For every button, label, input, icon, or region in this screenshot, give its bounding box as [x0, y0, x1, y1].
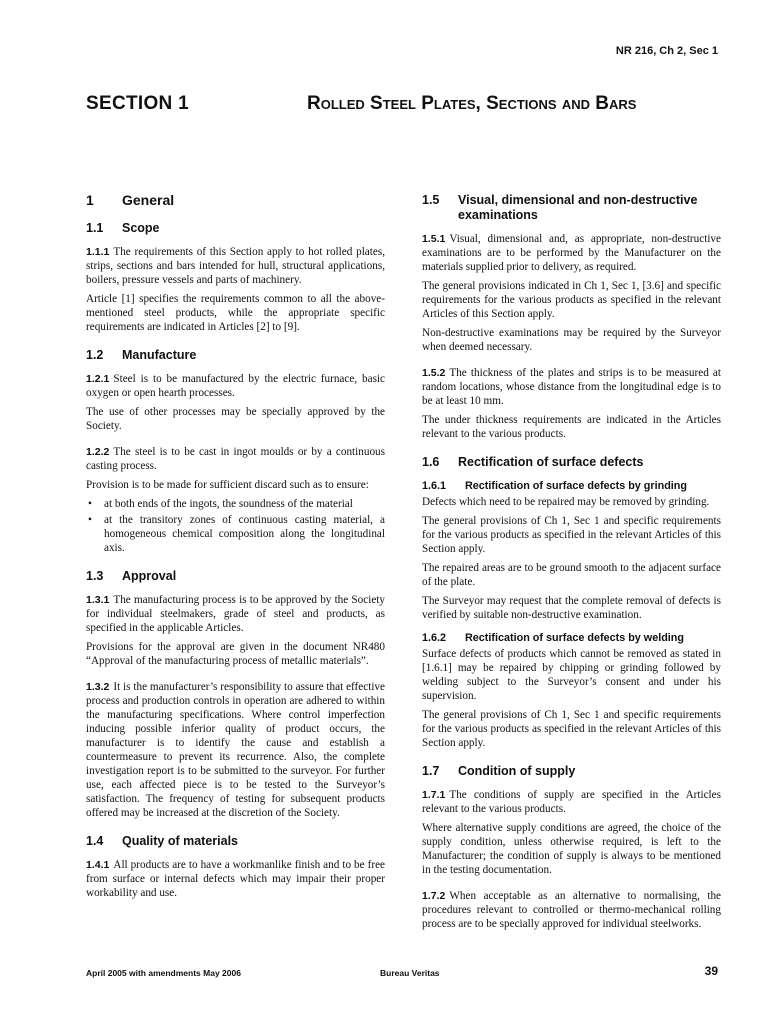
- paragraph: Surface defects of products which cannot be removed as stated in [1.6.1] may be repaired by chipping or grinding followed by welding subject to the Surveyor’s consent and under his supervision.: [422, 648, 721, 702]
- heading-title: Condition of supply: [458, 764, 576, 778]
- paragraph-text: All products are to have a workmanlike finish and to be free from surface or internal defects which may impair their proper workability and use.: [86, 859, 385, 899]
- heading-title: Rectification of surface defects by grinding: [465, 480, 687, 492]
- subheading-1-6-2: [422, 631, 721, 645]
- paragraph-number: 1.1.1: [86, 246, 110, 258]
- heading-title: Manufacture: [122, 348, 197, 362]
- paragraph-number: 1.7.2: [422, 890, 446, 902]
- paragraph: Where alternative supply conditions are agreed, the choice of the supply condition, unless otherwise required, is left to the Manufacturer; the condition of supply is always to be mentioned in the testing documentation.: [422, 822, 721, 876]
- paragraph: Provisions for the approval are given in the document NR480 “Approval of the manufacturing process of metallic materials”.: [86, 641, 385, 667]
- paragraph-text: Steel is to be manufactured by the electric furnace, basic oxygen or open hearth processes.: [86, 373, 385, 399]
- paragraph-number: 1.2.1: [86, 373, 110, 385]
- heading-number: 1.5: [422, 193, 440, 207]
- paragraph-1-2-1: [86, 372, 385, 400]
- section-heading-1-7: [422, 764, 721, 779]
- paragraph-text: The requirements of this Section apply to hot rolled plates, strips, sections and bars intended for hull, structural applications, boilers, pressure vessels and parts of machinery.: [86, 246, 385, 286]
- paragraph-1-3-1: [86, 593, 385, 635]
- paragraph: The general provisions indicated in Ch 1, Sec 1, [3.6] and specific requirements for the various products as specified in the relevant Articles of this Section apply.: [422, 280, 721, 320]
- page-number: 39: [704, 964, 718, 978]
- heading-number: 1.2: [86, 348, 104, 362]
- section-heading-1-2: [86, 348, 385, 363]
- heading-title: Rectification of surface defects by welding: [465, 632, 684, 644]
- paragraph-text: When acceptable as an alternative to normalising, the procedures relevant to controlled or thermo-mechanical rolling process are to be specially approved for individual steelworks.: [422, 890, 721, 930]
- section-heading-1-1: [86, 221, 385, 236]
- heading-number: 1.6.2: [422, 632, 447, 644]
- section-label: SECTION 1: [86, 93, 189, 114]
- heading-title: Scope: [122, 221, 160, 235]
- section-title: Rolled Steel Plates, Sections and Bars: [307, 93, 637, 114]
- paragraph-text: The thickness of the plates and strips is to be measured at random locations, whose distance from the longitudinal edge is to be at least 10 mm.: [422, 367, 721, 407]
- bullet-item: • at both ends of the ingots, the soundness of the material: [104, 497, 385, 511]
- heading-number: 1.4: [86, 834, 104, 848]
- heading-number: 1.7: [422, 764, 440, 778]
- paragraph-text: It is the manufacturer’s responsibility to assure that effective process and production controls in operation are adhered to within the manufacturing specifications. Where control imperfection inducing possible inferior quality of product occurs, the manufacturer is to identify the cause and establish a countermeasure to prevent its recurrence. Also, the complete investigation report is to be submitted to the surveyor. For further use, each affected piece is to be tested to the Surveyor’s satisfaction. The frequency of testing for subsequent products offered may be increased at the discretion of the Society.: [86, 681, 385, 819]
- right-column: [422, 193, 721, 936]
- heading-title: Rectification of surface defects: [458, 455, 644, 469]
- paragraph-1-3-2: [86, 680, 385, 820]
- section-heading-1-3: [86, 569, 385, 584]
- paragraph: Non-destructive examinations may be required by the Surveyor when deemed necessary.: [422, 327, 721, 353]
- paragraph: The general provisions of Ch 1, Sec 1 and specific requirements for the various products as specified in the relevant Articles of this Section apply.: [422, 709, 721, 749]
- section-heading-1-6: [422, 455, 721, 470]
- left-column: [86, 193, 385, 905]
- paragraph-number: 1.5.2: [422, 367, 446, 379]
- paragraph-number: 1.3.2: [86, 681, 110, 693]
- paragraph-number: 1.2.2: [86, 446, 110, 458]
- running-header: NR 216, Ch 2, Sec 1: [615, 45, 718, 57]
- section-heading-1-4: [86, 834, 385, 849]
- heading-title: Quality of materials: [122, 834, 239, 848]
- paragraph: The repaired areas are to be ground smooth to the adjacent surface of the plate.: [422, 562, 721, 588]
- paragraph-number: 1.7.1: [422, 789, 446, 801]
- heading-number: 1.1: [86, 221, 104, 235]
- paragraph-1-1-1: [86, 245, 385, 287]
- paragraph: Article [1] specifies the requirements common to all the above-mentioned steel products, while the appropriate specific requirements are indicated in Articles [2] to [9].: [86, 293, 385, 333]
- paragraph-1-7-1: [422, 788, 721, 816]
- paragraph: The Surveyor may request that the complete removal of defects is verified by suitable non-destructive examination.: [422, 595, 721, 621]
- heading-number: 1.6: [422, 455, 440, 469]
- paragraph: The under thickness requirements are indicated in the Articles relevant to the various products.: [422, 414, 721, 440]
- paragraph-text: The steel is to be cast in ingot moulds or by a continuous casting process.: [86, 446, 385, 472]
- subheading-1-6-1: [422, 479, 721, 493]
- paragraph-number: 1.5.1: [422, 233, 446, 245]
- paragraph-number: 1.4.1: [86, 859, 110, 871]
- paragraph: The general provisions of Ch 1, Sec 1 and specific requirements for the various products as specified in the relevant Articles of this Section apply.: [422, 515, 721, 555]
- chapter-heading: [86, 193, 385, 207]
- bullet-item: • at the transitory zones of continuous casting material, a homogeneous chemical composition along the longitudinal axis.: [104, 513, 385, 555]
- footer-publisher: Bureau Veritas: [380, 968, 440, 978]
- paragraph: Provision is to be made for sufficient discard such as to ensure:: [86, 479, 369, 491]
- section-heading-1-5: [422, 193, 721, 223]
- paragraph-1-5-1: [422, 232, 721, 274]
- paragraph-1-5-2: [422, 366, 721, 408]
- chapter-title: General: [122, 192, 175, 208]
- paragraph-1-2-2: [86, 445, 385, 473]
- bullet-list: [86, 497, 385, 555]
- heading-number: 1.3: [86, 569, 104, 583]
- heading-title: Visual, dimensional and non-destructive examinations: [458, 193, 698, 222]
- paragraph-1-7-2: [422, 889, 721, 931]
- paragraph-text: The manufacturing process is to be approved by the Society for individual steelmakers, grade of steel and products, as specified in the applicable Articles.: [86, 594, 385, 634]
- paragraph-1-4-1: [86, 858, 385, 900]
- chapter-number: 1: [86, 192, 94, 208]
- paragraph-text: Visual, dimensional and, as appropriate, non-destructive examinations are to be performed by the Manufacturer on the materials supplied prior to delivery, as required.: [422, 233, 721, 273]
- heading-title: Approval: [122, 569, 177, 583]
- paragraph: Defects which need to be repaired may be removed by grinding.: [422, 496, 710, 508]
- paragraph-text: The conditions of supply are specified in the Articles relevant to the various products.: [422, 789, 721, 815]
- paragraph: The use of other processes may be specially approved by the Society.: [86, 406, 385, 432]
- heading-number: 1.6.1: [422, 480, 447, 492]
- footer-edition: April 2005 with amendments May 2006: [86, 968, 241, 978]
- paragraph-number: 1.3.1: [86, 594, 110, 606]
